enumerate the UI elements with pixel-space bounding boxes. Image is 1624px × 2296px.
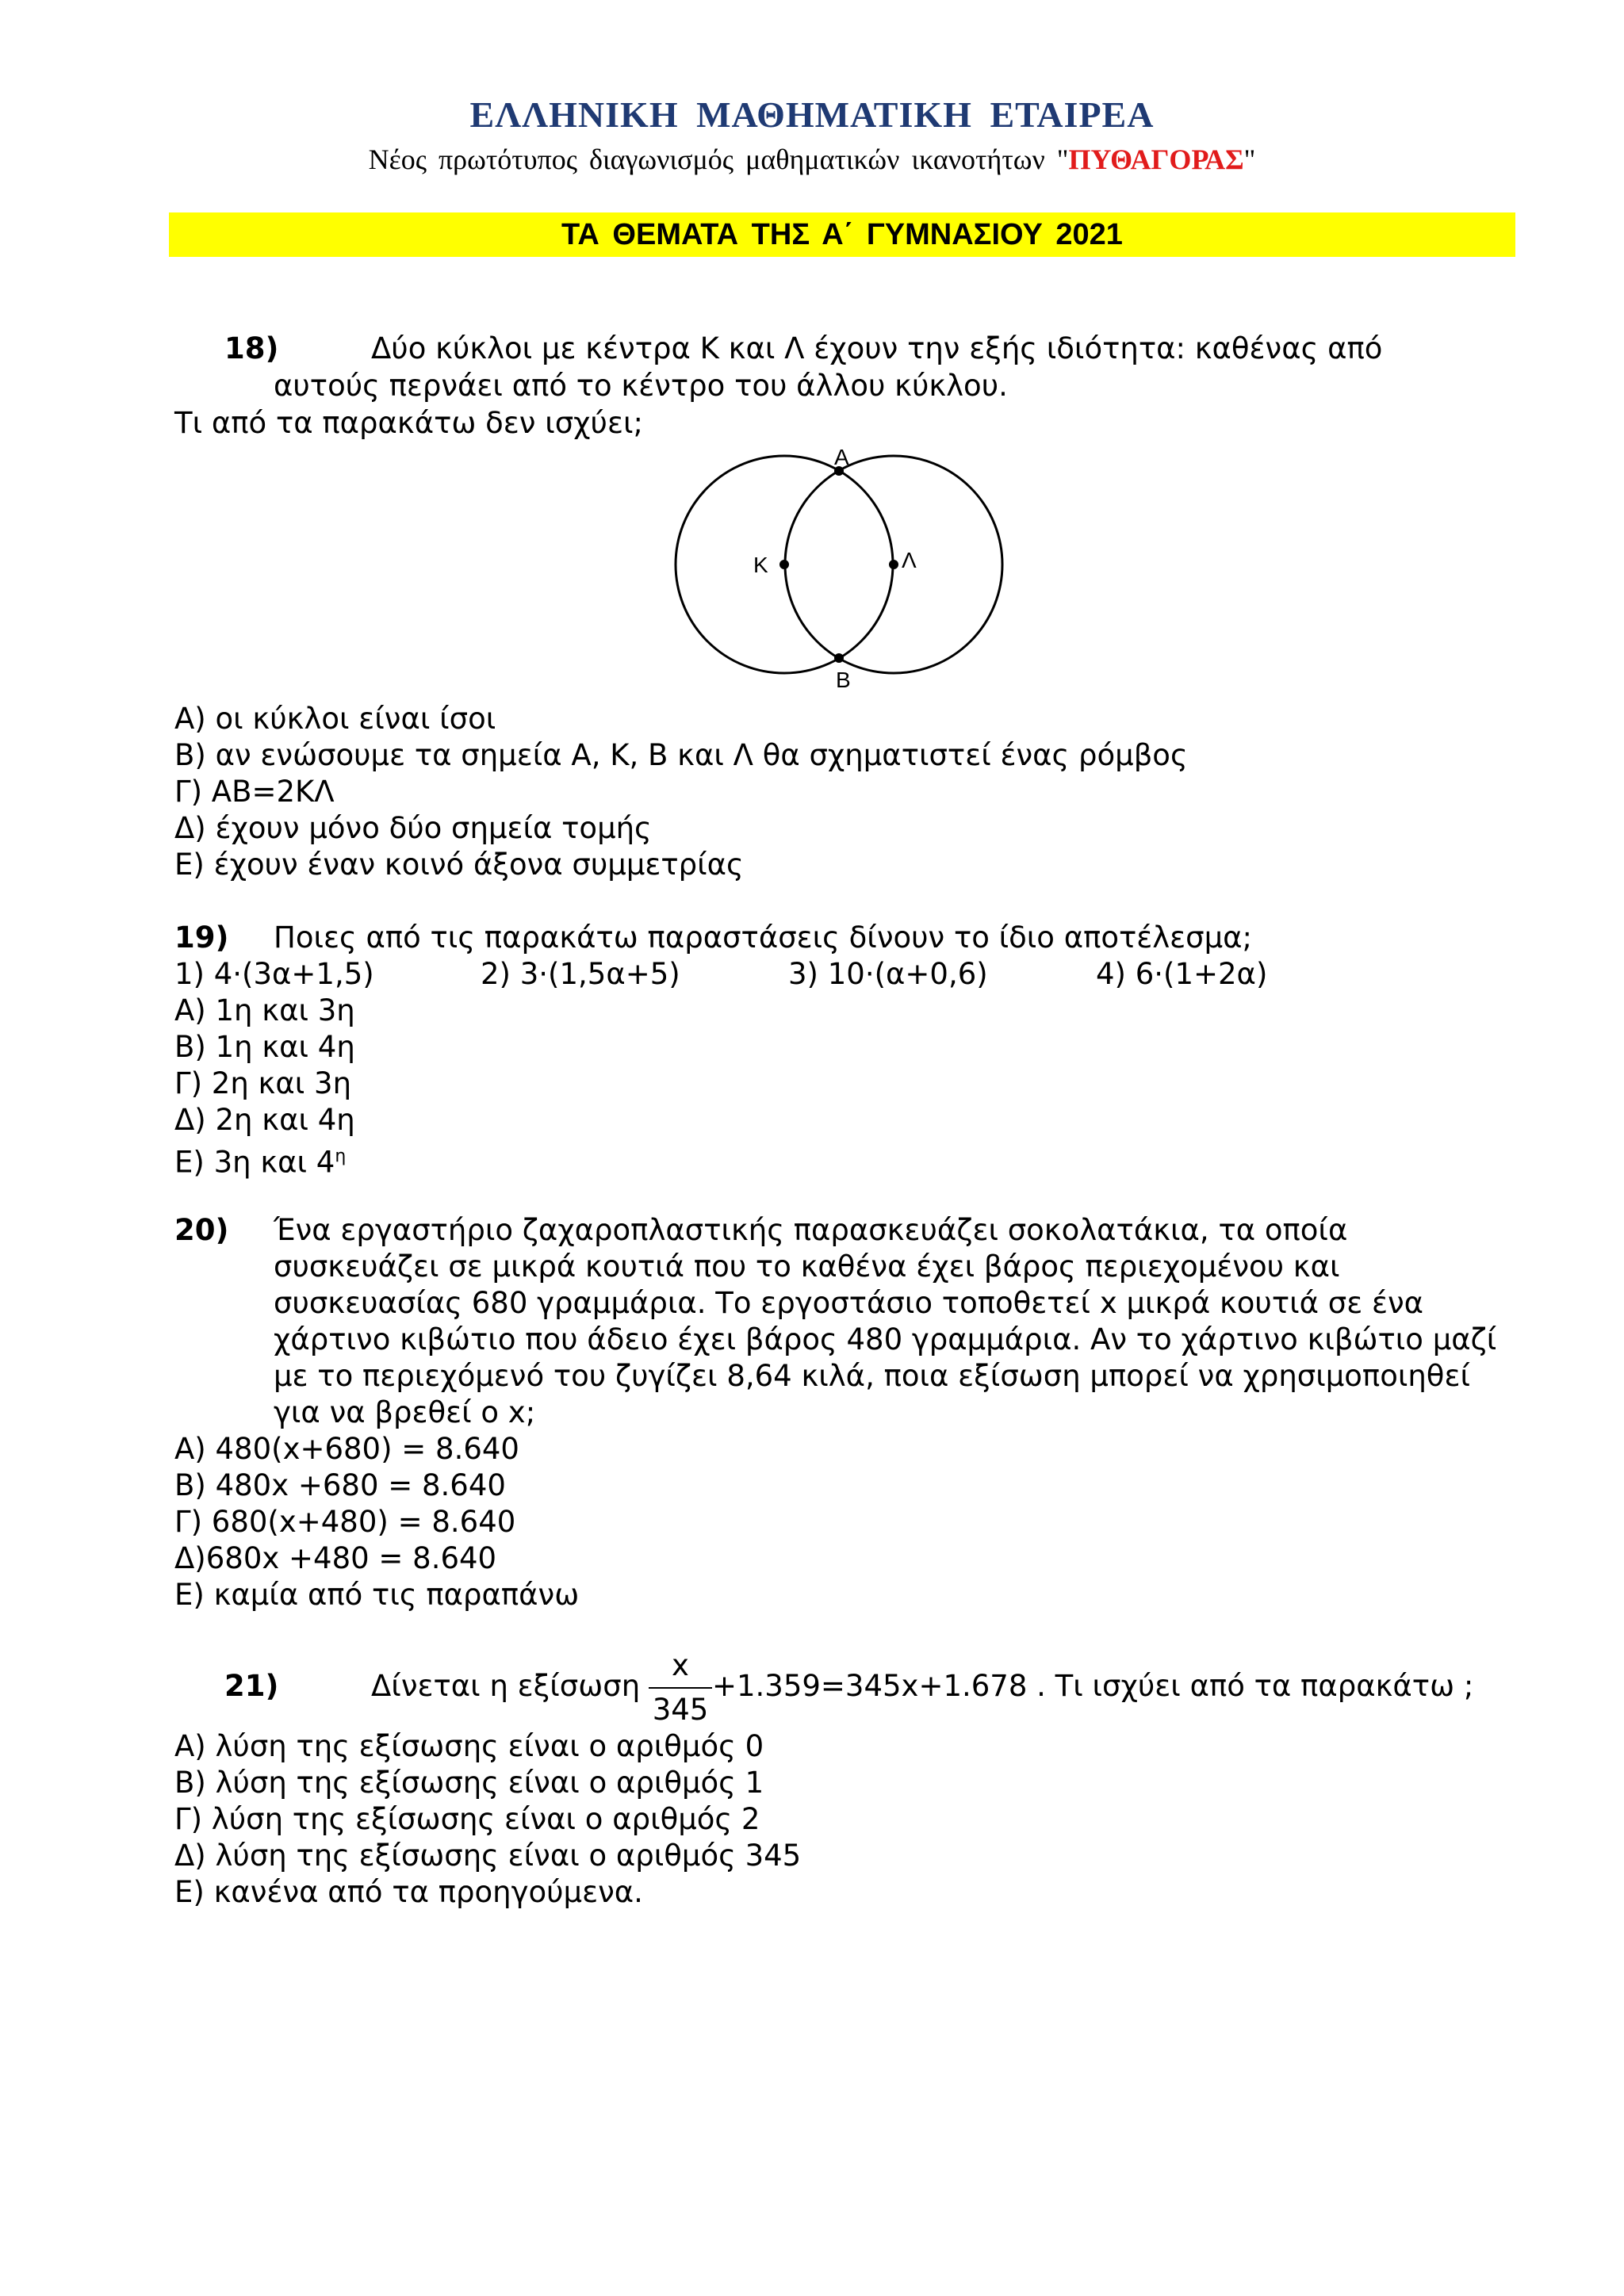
q20-option-e: Ε) καμία από τις παραπάνω	[174, 1578, 580, 1612]
q20-option-a: Α) 480(x+680) = 8.640	[174, 1432, 519, 1466]
point-b	[834, 653, 844, 663]
q19-option-c: Γ) 2η και 3η	[174, 1066, 352, 1100]
q21-number: 21)	[224, 1669, 279, 1703]
q18-option-b: Β) αν ενώσουμε τα σημεία Α, Κ, Β και Λ θα σχηματιστεί ένας ρόμβος	[174, 738, 1188, 772]
q18-option-a: Α) οι κύκλοι είναι ίσοι	[174, 702, 496, 736]
q19-text: Ποιες από τις παρακάτω παραστάσεις δίνουν το ίδιο αποτέλεσμα;	[274, 920, 1253, 955]
q18-number: 18)	[224, 331, 279, 365]
label-k: Κ	[753, 553, 768, 577]
q21-fraction	[649, 1647, 712, 1735]
q19-option-e	[174, 1138, 346, 1181]
subtitle-highlight: ΠΥΘΑΓΟΡΑΣ	[1068, 144, 1244, 175]
q19-option-d: Δ) 2η και 4η	[174, 1103, 355, 1137]
q19-expression-1: 1) 4·(3α+1,5)	[174, 957, 374, 991]
q20-line-6: για να βρεθεί ο x;	[274, 1395, 536, 1429]
q21-option-e: Ε) κανένα από τα προηγούμενα.	[174, 1875, 643, 1909]
subtitle-suffix: "	[1243, 144, 1256, 175]
q21-option-b: Β) λύση της εξίσωσης είναι ο αριθμός 1	[174, 1766, 764, 1800]
label-a: Α	[834, 445, 849, 469]
q19-number: 19)	[174, 920, 229, 955]
fraction-numerator: x	[672, 1648, 689, 1682]
q18-text-line2: αυτούς περνάει από το κέντρο του άλλου κύκλου.	[274, 369, 1008, 403]
q18-option-c: Γ) ΑΒ=2ΚΛ	[174, 775, 335, 809]
q19-option-e-text: Ε) 3η και 4	[174, 1145, 335, 1180]
two-circles-figure	[666, 440, 1015, 706]
q21-rest: +1.359=345x+1.678 . Τι ισχύει από τα παρακάτω ;	[712, 1669, 1474, 1703]
q19-expression-2: 2) 3·(1,5α+5)	[481, 957, 680, 991]
q19-expression-3: 3) 10·(α+0,6)	[788, 957, 988, 991]
q20-line-4: χάρτινο κιβώτιο που άδειο έχει βάρος 480 γραμμάρια. Αν το χάρτινο κιβώτιο μαζί	[274, 1322, 1497, 1357]
organization-title: ΕΛΛΗΝΙΚΗ ΜΑΘΗΜΑΤΙΚΗ ΕΤΑΙΡΕΑ	[469, 94, 1155, 135]
q20-option-c: Γ) 680(x+480) = 8.640	[174, 1505, 516, 1539]
label-b: Β	[836, 668, 851, 692]
q18-option-d: Δ) έχουν μόνο δύο σημεία τομής	[174, 811, 652, 845]
q21-option-c: Γ) λύση της εξίσωσης είναι ο αριθμός 2	[174, 1802, 760, 1836]
title-band	[169, 212, 1515, 257]
q20-line-5: με το περιεχόμενό του ζυγίζει 8,64 κιλά, ποια εξίσωση μπορεί να χρησιμοποιηθεί	[274, 1359, 1470, 1393]
fraction-bar	[649, 1687, 712, 1689]
q20-option-d: Δ)680x +480 = 8.640	[174, 1541, 497, 1575]
q20-number: 20)	[174, 1213, 229, 1247]
subtitle-prefix: Νέος πρωτότυπος διαγωνισμός μαθηματικών ικανοτήτων "	[368, 144, 1069, 175]
q19-option-e-sup: η	[335, 1146, 347, 1166]
q20-line-2: συσκευάζει σε μικρά κουτιά που το καθένα έχει βάρος περιεχομένου και	[274, 1249, 1340, 1284]
q18-text-line1: Δύο κύκλοι με κέντρα Κ και Λ έχουν την εξής ιδιότητα: καθένας από	[371, 331, 1383, 365]
q21-option-a: Α) λύση της εξίσωσης είναι ο αριθμός 0	[174, 1729, 764, 1763]
q18-question: Τι από τα παρακάτω δεν ισχύει;	[174, 406, 643, 440]
q21-lead: Δίνεται η εξίσωση	[371, 1669, 641, 1703]
q19-option-a: Α) 1η και 3η	[174, 993, 355, 1027]
q20-line-3: συσκευασίας 680 γραμμάρια. Το εργοστάσιο τοποθετεί x μικρά κουτιά σε ένα	[274, 1286, 1424, 1320]
q20-line-1: Ένα εργαστήριο ζαχαροπλαστικής παρασκευάζει σοκολατάκια, τα οποία	[274, 1213, 1348, 1247]
q20-option-b: Β) 480x +680 = 8.640	[174, 1468, 506, 1502]
q21-option-d: Δ) λύση της εξίσωσης είναι ο αριθμός 345	[174, 1839, 802, 1873]
point-l	[889, 560, 898, 569]
competition-subtitle	[0, 143, 1624, 176]
point-k	[779, 560, 789, 569]
q19-option-b: Β) 1η και 4η	[174, 1030, 355, 1064]
q19-expression-4: 4) 6·(1+2α)	[1096, 957, 1268, 991]
label-l: Λ	[902, 548, 917, 572]
band-title: ΤΑ ΘΕΜΑΤΑ ΤΗΣ Α΄ ΓΥΜΝΑΣΙΟΥ 2021	[561, 218, 1123, 251]
fraction-denominator: 345	[652, 1693, 709, 1727]
q18-option-e: Ε) έχουν έναν κοινό άξονα συμμετρίας	[174, 848, 744, 882]
